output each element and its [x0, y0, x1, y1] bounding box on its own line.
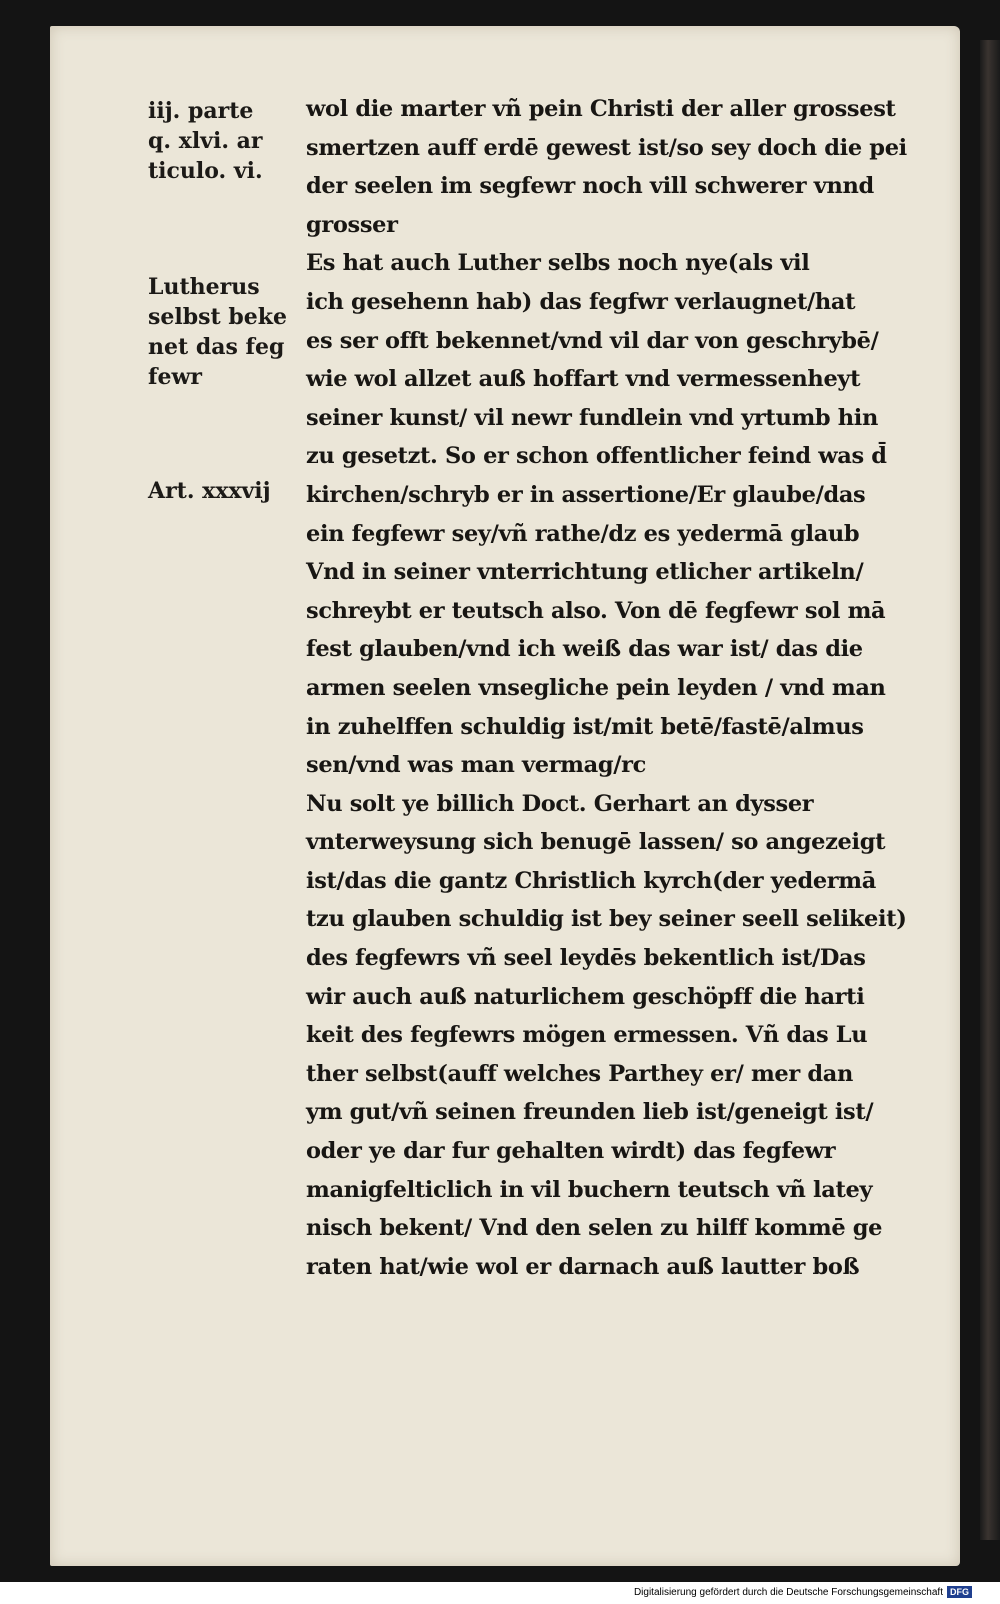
text-line: kirchen/schryb er in assertione/Er glaube/das	[306, 481, 866, 508]
text-line: ist/das die gantz Christlich kyrch(der yedermā	[306, 867, 876, 894]
text-line: raten hat/wie wol er darnach auß lautter boß	[306, 1253, 860, 1280]
text-line: wir auch auß naturlichem geschöpff die harti	[306, 983, 865, 1010]
text-line: Vnd in seiner vnterrichtung etlicher artikeln/	[306, 559, 864, 586]
book-spine-edge	[980, 40, 1000, 1540]
text-line: keit des fegfewrs mögen ermessen. Vñ das Lu	[306, 1022, 868, 1049]
text-line: armen seelen vnsegliche pein leyden / vnd man	[306, 674, 886, 701]
footer-text: Digitalisierung gefördert durch die Deutsche Forschungsgemeinschaft	[633, 1586, 943, 1598]
text-line: manigfelticlich in vil buchern teutsch vñ latey	[306, 1176, 873, 1203]
text-line: es ser offt bekennet/vnd vil dar von geschrybē/	[306, 327, 879, 354]
text-line: wie wol allzet auß hoffart vnd vermessenheyt	[306, 366, 861, 393]
text-line: Es hat auch Luther selbs noch nye(als vil	[306, 250, 810, 277]
margin-note-3	[148, 476, 271, 506]
text-line: ym gut/vñ seinen freunden lieb ist/geneigt ist/	[306, 1099, 874, 1126]
margin-note-line: selbst beke	[148, 304, 287, 330]
text-line: sen/vnd was man vermag/rc	[306, 752, 646, 779]
margin-note-line: net das feg	[148, 334, 285, 360]
text-line: tzu glauben schuldig ist bey seiner seell selikeit)	[306, 906, 907, 933]
text-line: nisch bekent/ Vnd den selen zu hilff kommē ge	[306, 1215, 883, 1242]
text-line: des fegfewrs vñ seel leydēs bekentlich ist/Das	[306, 945, 866, 972]
margin-note-2	[148, 272, 287, 392]
margin-note-line: Lutherus	[148, 274, 260, 300]
text-line: vnterweysung sich benugē lassen/ so angezeigt	[306, 829, 886, 856]
margin-note-1	[148, 96, 263, 186]
dfg-logo: DFG	[947, 1586, 972, 1598]
main-text-block	[306, 90, 946, 1286]
text-line: grosser	[306, 211, 398, 238]
text-line: oder ye dar fur gehalten wirdt) das fegfewr	[306, 1138, 836, 1165]
footer-credit	[634, 1586, 972, 1598]
text-line: seiner kunst/ vil newr fundlein vnd yrtumb hin	[306, 404, 878, 431]
text-line: in zuhelffen schuldig ist/mit betē/fastē/almus	[306, 713, 864, 740]
text-line: ich gesehenn hab) das fegfwr verlaugnet/hat	[306, 288, 856, 315]
text-line: fest glauben/vnd ich weiß das war ist/ das die	[306, 636, 863, 663]
margin-note-line: Art. xxxvij	[148, 478, 271, 504]
text-line: ther selbst(auff welches Parthey er/ mer dan	[306, 1060, 853, 1087]
text-line: der seelen im segfewr noch vill schwerer vnnd	[306, 173, 874, 200]
margin-note-line: iij. parte	[148, 98, 254, 124]
text-line: Nu solt ye billich Doct. Gerhart an dysser	[306, 790, 814, 817]
text-line: smertzen auff erdē gewest ist/so sey doch die pei	[306, 134, 907, 161]
text-line: schreybt er teutsch also. Von dē fegfewr sol mā	[306, 597, 886, 624]
margin-note-line: q. xlvi. ar	[148, 128, 263, 154]
margin-note-line: fewr	[148, 364, 202, 390]
text-line: wol die marter vñ pein Christi der aller grossest	[306, 96, 896, 122]
text-line: zu gesetzt. So er schon offentlicher feind was d̄	[306, 443, 887, 470]
margin-note-line: ticulo. vi.	[148, 158, 263, 184]
text-line: ein fegfewr sey/vñ rathe/dz es yedermā glaub	[306, 520, 860, 547]
